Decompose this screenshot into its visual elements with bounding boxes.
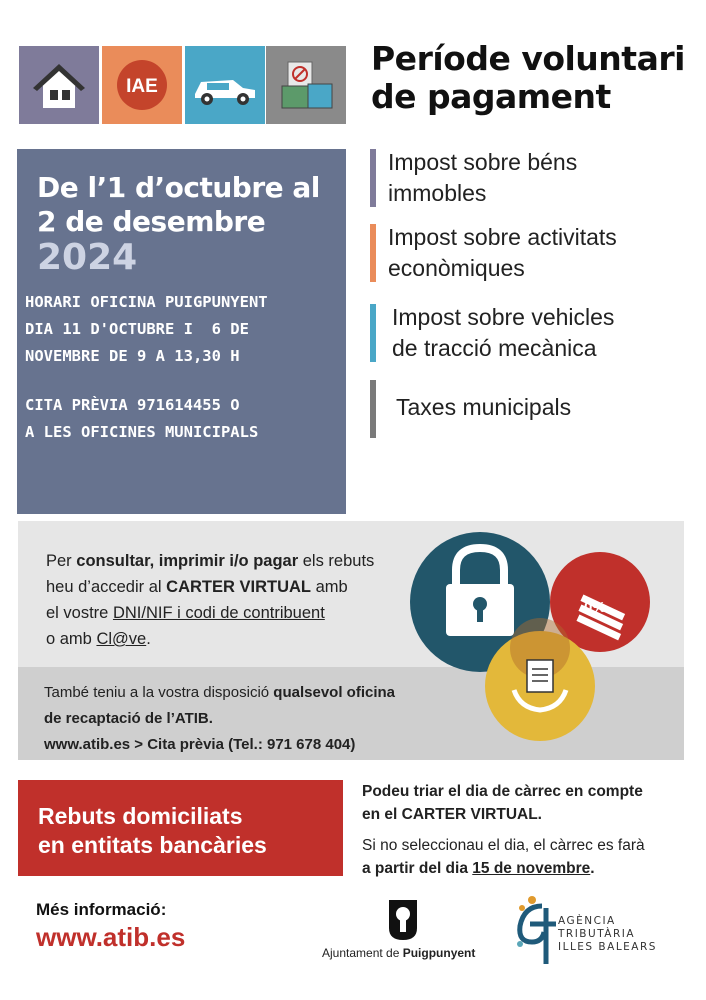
discount-badge: 0% (584, 599, 606, 616)
charge-day-text: Podeu triar el dia de càrrec en compte en el CARTER VIRTUAL. Si no seleccionau el dia, el càrrec es farà a partir del dia 15 de novembre. (362, 783, 645, 877)
payment-period-box (17, 149, 346, 514)
ajuntament-logo (385, 898, 421, 942)
agency-name: AGÈNCIA TRIBUTÀRIA ILLES BALEARS (558, 915, 657, 953)
period-year: 2024 (37, 237, 138, 278)
house-icon (19, 46, 99, 124)
atib-appointment-link[interactable]: www.atib.es > Cita prèvia (Tel.: 971 678 404) (44, 736, 356, 753)
domiciled-receipts-box: Rebuts domiciliats en entitats bancàries (18, 780, 343, 876)
atib-logo (512, 894, 558, 966)
atib-office-text: També teniu a la vostra disposició qualsevol oficina de recaptació de l’ATIB. www.atib.es > Cita prèvia (Tel.: 971 678 404) (44, 684, 395, 753)
dni-link[interactable]: DNI/NIF i codi de contribuent (112, 604, 325, 622)
atib-website-link[interactable]: www.atib.es (36, 922, 186, 952)
tile-iae (102, 46, 182, 124)
iae-label: IAE (126, 76, 158, 97)
consult-text: Per consultar, imprimir i/o pagar els rebuts heu d’accedir al CARTER VIRTUAL amb el vostre DNI/NIF i codi de contribuent o amb Cl@ve. (46, 552, 375, 648)
page-title: Període voluntari de pagament (371, 39, 685, 116)
iae-icon (102, 46, 182, 124)
period-dates: De l’1 d’octubre al 2 de desembre (37, 171, 320, 238)
tile-vehicles (185, 46, 265, 124)
services-graphic (400, 524, 700, 764)
appointment-info: CITA PRÈVIA 971614455 O A LES OFICINES MUNICIPALS (25, 396, 259, 441)
tile-property (19, 46, 99, 124)
vehicles-icon (185, 46, 265, 124)
municipal-box-icon (266, 46, 346, 124)
tile-municipal (266, 46, 346, 124)
more-info-label: Més informació: (36, 900, 167, 919)
clave-link[interactable]: Cl@ve (96, 630, 147, 648)
ajuntament-name: Ajuntament de Puigpunyent (322, 946, 476, 960)
office-hours: HORARI OFICINA PUIGPUNYENT DIA 11 D'OCTUBRE I 6 DE NOVEMBRE DE 9 A 13,30 H (25, 293, 268, 365)
